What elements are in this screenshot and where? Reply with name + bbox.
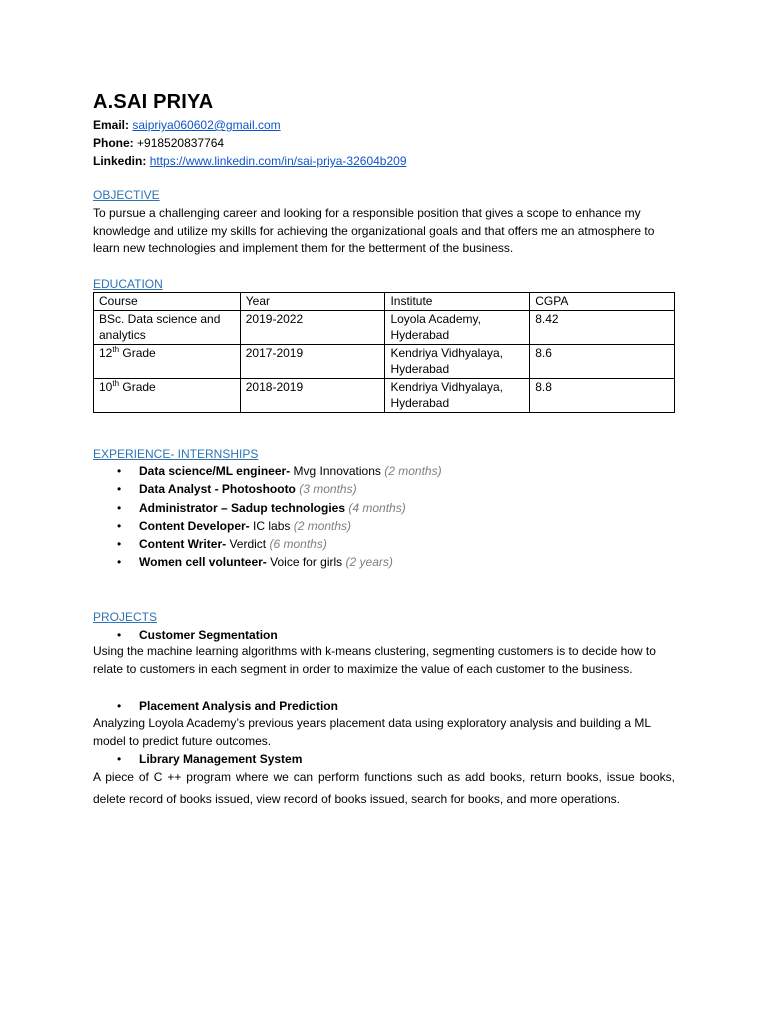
experience-duration: (3 months) — [299, 482, 357, 497]
experience-org: Verdict — [226, 537, 270, 552]
project-description: A piece of C ++ program where we can perform functions such as add books, return books, issue books, delete record of books issued, view record of books issued, search for books, and more operations. — [93, 770, 675, 806]
bullet-icon: • — [117, 464, 122, 478]
bullet-icon: • — [117, 628, 122, 642]
year-cell: 2017-2019 — [240, 344, 385, 378]
experience-role: Data Analyst - Photoshooto — [139, 482, 296, 497]
email-label: Email: — [93, 118, 130, 132]
bullet-icon: • — [117, 699, 122, 713]
year-cell: 2018-2019 — [240, 378, 385, 412]
project-name: Library Management System — [139, 752, 303, 766]
education-row — [94, 378, 675, 412]
course-name: 10 — [99, 379, 113, 394]
phone-label: Phone: — [93, 136, 134, 150]
experience-duration: (2 months) — [293, 518, 352, 533]
course-suffix: Grade — [119, 379, 156, 394]
experience-duration: (6 months) — [269, 537, 327, 552]
project-description: Using the machine learning algorithms with k-means clustering, segmenting customers is to decide how to relate to customers in each segment in order to maximize the value of each customer to the business. — [93, 644, 656, 676]
candidate-name: A.SAI PRIYA — [93, 91, 214, 113]
project-name: Customer Segmentation — [139, 628, 278, 642]
header-year: Year — [240, 293, 385, 311]
experience-duration: (2 years) — [345, 555, 393, 570]
experience-org: IC labs — [249, 518, 294, 533]
experience-role: Content Developer- — [139, 518, 250, 533]
institute-cell: Loyola Academy, Hyderabad — [385, 310, 530, 344]
bullet-icon: • — [117, 555, 122, 570]
linkedin-line — [93, 152, 407, 170]
header-cgpa: CGPA — [530, 293, 675, 311]
education-row — [94, 344, 675, 378]
project-name: Placement Analysis and Prediction — [139, 699, 338, 713]
cgpa-cell: 8.6 — [530, 344, 675, 378]
projects-heading: PROJECTS — [93, 610, 158, 624]
phone-line — [93, 134, 407, 152]
experience-duration: (4 months) — [348, 500, 406, 515]
experience-heading: EXPERIENCE- INTERNSHIPS — [93, 447, 259, 461]
experience-list — [93, 462, 675, 572]
cgpa-cell: 8.8 — [530, 378, 675, 412]
list-item — [93, 480, 675, 498]
cgpa-cell: 8.42 — [530, 310, 675, 344]
linkedin-link[interactable]: https://www.linkedin.com/in/sai-priya-32604b209 — [149, 154, 407, 168]
experience-role: Data science/ML engineer- — [139, 464, 291, 478]
list-item — [93, 535, 675, 553]
course-cell — [94, 310, 241, 344]
education-table — [93, 292, 675, 413]
list-item — [93, 517, 675, 535]
objective-heading: OBJECTIVE — [93, 188, 160, 202]
education-row — [94, 310, 675, 344]
list-item — [93, 462, 675, 480]
course-cell — [94, 378, 241, 412]
header-institute: Institute — [385, 293, 530, 311]
education-heading: EDUCATION — [93, 277, 163, 291]
institute-cell: Kendriya Vidhyalaya, Hyderabad — [385, 344, 530, 378]
experience-role: Administrator – Sadup technologies — [139, 500, 346, 515]
course-name: 12 — [99, 345, 113, 360]
bullet-icon: • — [117, 752, 122, 766]
experience-duration: (2 months) — [384, 464, 442, 478]
email-line — [93, 116, 407, 134]
objective-text: To pursue a challenging career and looking for a responsible position that gives a scope to enhance my knowledge and utilize my skills for achieving the organizational goals and that offers me an atmosphere to learn new technologies and implement them for the betterment of the business. — [93, 206, 655, 255]
experience-org: Voice for girls — [266, 555, 346, 570]
project-title-row — [93, 697, 675, 715]
experience-role: Content Writer- — [139, 537, 227, 552]
experience-org: Mvg Innovations — [290, 464, 385, 478]
bullet-icon: • — [117, 518, 122, 533]
header-course: Course — [94, 293, 241, 311]
list-item — [93, 553, 675, 571]
course-cell — [94, 344, 241, 378]
email-link[interactable]: saipriya060602@gmail.com — [132, 118, 281, 132]
course-name: BSc. Data science and analytics — [99, 311, 221, 342]
linkedin-label: Linkedin: — [93, 154, 147, 168]
year-cell: 2019-2022 — [240, 310, 385, 344]
bullet-icon: • — [117, 482, 122, 497]
experience-role: Women cell volunteer- — [139, 555, 267, 570]
project-title-row — [93, 626, 675, 644]
bullet-icon: • — [117, 500, 122, 515]
contact-block — [93, 116, 407, 170]
course-superscript: th — [112, 344, 120, 354]
bullet-icon: • — [117, 537, 122, 552]
course-suffix: Grade — [119, 345, 156, 360]
institute-cell: Kendriya Vidhyalaya, Hyderabad — [385, 378, 530, 412]
education-header-row — [94, 293, 675, 311]
project-description: Analyzing Loyola Academy’s previous years placement data using exploratory analysis and building a ML model to predict future outcomes. — [93, 716, 651, 748]
phone-value: +918520837764 — [137, 136, 225, 150]
course-superscript: th — [112, 378, 120, 388]
list-item — [93, 499, 675, 517]
